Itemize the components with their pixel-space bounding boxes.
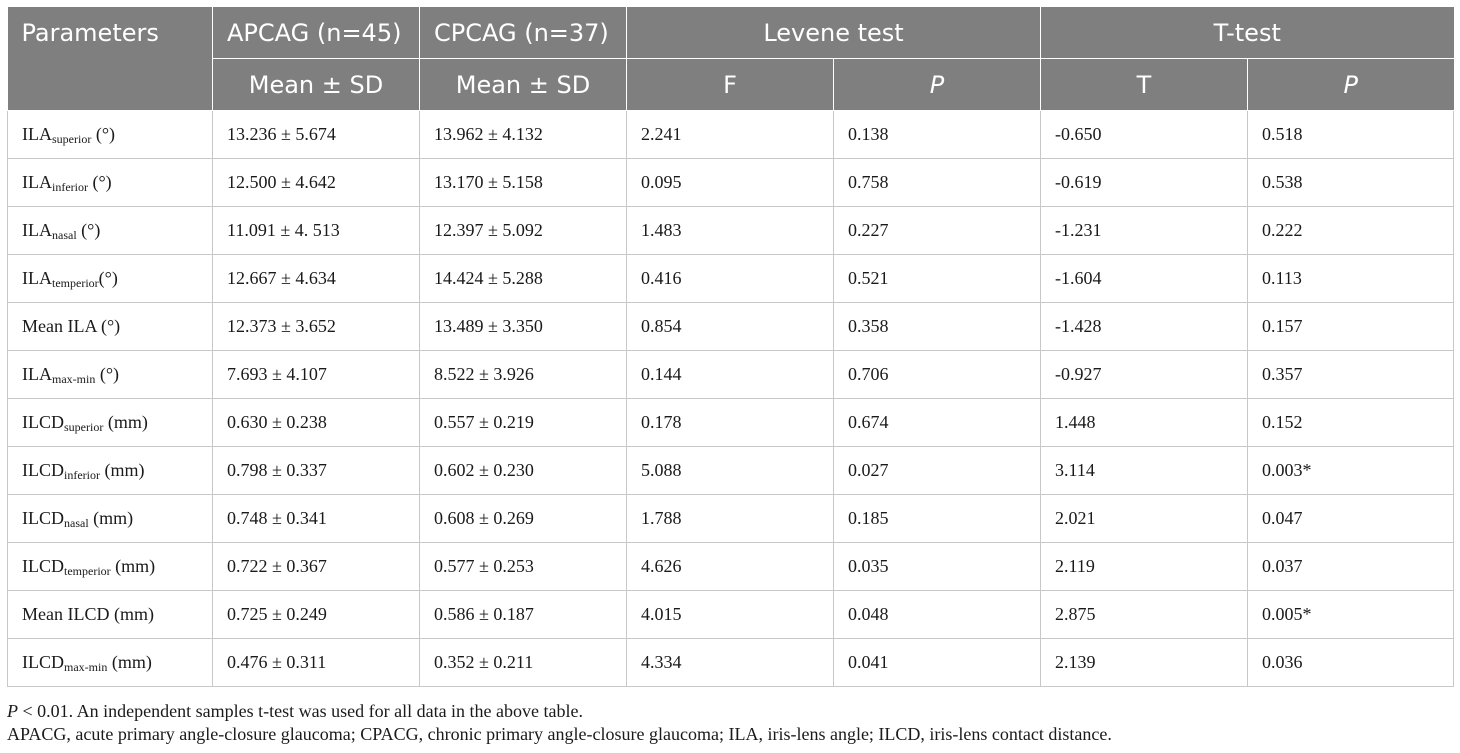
cell-levene-p: 0.758: [834, 159, 1041, 207]
cell-ttest-t: -0.619: [1041, 159, 1248, 207]
parameter-subscript: inferior: [64, 468, 100, 482]
cell-levene-f: 0.144: [627, 351, 834, 399]
cell-cpcag: 13.170 ± 5.158: [420, 159, 627, 207]
parameter-base: ILCD: [22, 412, 64, 432]
parameter-base: ILA: [22, 220, 52, 240]
cell-cpcag: 0.602 ± 0.230: [420, 447, 627, 495]
table-row: [8, 159, 1454, 207]
cell-levene-f: 4.334: [627, 639, 834, 687]
header-apcag: APCAG (n=45): [213, 7, 420, 59]
parameter-subscript: inferior: [52, 180, 88, 194]
parameter-unit: (°): [87, 172, 112, 192]
cell-apcag: 12.500 ± 4.642: [213, 159, 420, 207]
cell-cpcag: 0.586 ± 0.187: [420, 591, 627, 639]
cell-parameter: [8, 639, 213, 687]
table-row: [8, 207, 1454, 255]
parameter-subscript: max-min: [64, 660, 108, 674]
cell-levene-p: 0.358: [834, 303, 1041, 351]
cell-cpcag: 13.489 ± 3.350: [420, 303, 627, 351]
parameter-unit: (mm): [99, 460, 145, 480]
cell-ttest-t: -1.231: [1041, 207, 1248, 255]
cell-levene-f: 1.788: [627, 495, 834, 543]
header-f: F: [627, 59, 834, 111]
parameter-subscript: temperior: [52, 276, 99, 290]
cell-levene-p: 0.185: [834, 495, 1041, 543]
parameter-base: ILCD: [22, 508, 64, 528]
cell-levene-p: 0.706: [834, 351, 1041, 399]
parameter-subscript: nasal: [52, 228, 77, 242]
parameter-base: ILA: [22, 124, 52, 144]
parameter-unit: (°): [91, 124, 116, 144]
cell-cpcag: 13.962 ± 4.132: [420, 111, 627, 159]
parameter-subscript: nasal: [64, 516, 89, 530]
cell-parameter: [8, 303, 213, 351]
cell-parameter: [8, 351, 213, 399]
cell-apcag: 7.693 ± 4.107: [213, 351, 420, 399]
cell-cpcag: 0.608 ± 0.269: [420, 495, 627, 543]
cell-apcag: 0.722 ± 0.367: [213, 543, 420, 591]
cell-cpcag: 0.352 ± 0.211: [420, 639, 627, 687]
cell-ttest-t: 1.448: [1041, 399, 1248, 447]
parameter-base: ILCD: [22, 652, 64, 672]
cell-ttest-p: 0.113: [1248, 255, 1454, 303]
cell-cpcag: 12.397 ± 5.092: [420, 207, 627, 255]
cell-ttest-t: -0.650: [1041, 111, 1248, 159]
cell-ttest-p: 0.357: [1248, 351, 1454, 399]
table-row: [8, 255, 1454, 303]
cell-levene-f: 0.095: [627, 159, 834, 207]
parameter-unit: (mm): [88, 508, 134, 528]
cell-apcag: 11.091 ± 4. 513: [213, 207, 420, 255]
header-ttest: T-test: [1041, 7, 1454, 59]
parameter-base: ILA: [22, 364, 52, 384]
cell-apcag: 12.373 ± 3.652: [213, 303, 420, 351]
cell-parameter: [8, 111, 213, 159]
parameter-base: Mean ILA (°): [22, 316, 121, 336]
cell-ttest-t: 2.139: [1041, 639, 1248, 687]
footnote-abbreviations: APACG, acute primary angle-closure glaucoma; CPACG, chronic primary angle-closure glaucoma; ILA, iris-lens angle; ILCD, iris-lens contact distance.: [7, 724, 1112, 744]
cell-levene-f: 2.241: [627, 111, 834, 159]
cell-ttest-p: 0.538: [1248, 159, 1454, 207]
parameter-subscript: temperior: [64, 564, 111, 578]
cell-levene-p: 0.048: [834, 591, 1041, 639]
cell-ttest-p: 0.518: [1248, 111, 1454, 159]
cell-ttest-t: 2.119: [1041, 543, 1248, 591]
cell-parameter: [8, 447, 213, 495]
footnote-significance: [7, 701, 583, 722]
header-p-ttest: P: [1248, 59, 1454, 111]
cell-apcag: 0.798 ± 0.337: [213, 447, 420, 495]
header-p-levene: P: [834, 59, 1041, 111]
header-cpcag: CPCAG (n=37): [420, 7, 627, 59]
table-body: [8, 111, 1454, 687]
parameter-base: ILA: [22, 172, 52, 192]
table-row: [8, 543, 1454, 591]
cell-levene-p: 0.674: [834, 399, 1041, 447]
cell-levene-p: 0.027: [834, 447, 1041, 495]
header-mean-sd-apcag: Mean ± SD: [213, 59, 420, 111]
cell-parameter: [8, 399, 213, 447]
cell-cpcag: 0.577 ± 0.253: [420, 543, 627, 591]
cell-apcag: 0.476 ± 0.311: [213, 639, 420, 687]
cell-levene-f: 0.178: [627, 399, 834, 447]
cell-levene-p: 0.227: [834, 207, 1041, 255]
cell-levene-p: 0.041: [834, 639, 1041, 687]
cell-ttest-p: 0.037: [1248, 543, 1454, 591]
cell-levene-f: 0.854: [627, 303, 834, 351]
header-mean-sd-cpcag: Mean ± SD: [420, 59, 627, 111]
parameter-base: Mean ILCD (mm): [22, 604, 154, 624]
cell-ttest-p: 0.005*: [1248, 591, 1454, 639]
cell-ttest-t: -1.604: [1041, 255, 1248, 303]
cell-apcag: 0.748 ± 0.341: [213, 495, 420, 543]
cell-ttest-p: 0.222: [1248, 207, 1454, 255]
parameter-subscript: superior: [64, 420, 104, 434]
header-levene: Levene test: [627, 7, 1041, 59]
table-row: [8, 591, 1454, 639]
results-table-container: [7, 7, 1453, 687]
cell-apcag: 0.630 ± 0.238: [213, 399, 420, 447]
table-row: [8, 351, 1454, 399]
table-row: [8, 303, 1454, 351]
parameter-unit: (°): [76, 220, 101, 240]
cell-ttest-p: 0.152: [1248, 399, 1454, 447]
cell-cpcag: 0.557 ± 0.219: [420, 399, 627, 447]
table-row: [8, 495, 1454, 543]
cell-levene-f: 5.088: [627, 447, 834, 495]
cell-parameter: [8, 495, 213, 543]
cell-ttest-t: -0.927: [1041, 351, 1248, 399]
cell-ttest-p: 0.003*: [1248, 447, 1454, 495]
cell-ttest-p: 0.157: [1248, 303, 1454, 351]
table-row: [8, 639, 1454, 687]
cell-parameter: [8, 543, 213, 591]
parameter-unit: (°): [95, 364, 120, 384]
cell-parameter: [8, 207, 213, 255]
footnote-significance-text: < 0.01. An independent samples t-test was used for all data in the above table.: [18, 701, 584, 721]
cell-cpcag: 8.522 ± 3.926: [420, 351, 627, 399]
table-row: [8, 111, 1454, 159]
cell-levene-f: 1.483: [627, 207, 834, 255]
table-row: [8, 399, 1454, 447]
cell-apcag: 0.725 ± 0.249: [213, 591, 420, 639]
parameter-subscript: max-min: [52, 372, 96, 386]
parameter-base: ILA: [22, 268, 52, 288]
cell-ttest-t: -1.428: [1041, 303, 1248, 351]
cell-parameter: [8, 255, 213, 303]
cell-ttest-t: 2.875: [1041, 591, 1248, 639]
cell-levene-p: 0.035: [834, 543, 1041, 591]
parameter-subscript: superior: [52, 132, 92, 146]
cell-levene-f: 0.416: [627, 255, 834, 303]
cell-parameter: [8, 591, 213, 639]
table-row: [8, 447, 1454, 495]
parameter-unit: (mm): [103, 412, 148, 432]
table-header: [8, 7, 1454, 111]
cell-apcag: 12.667 ± 4.634: [213, 255, 420, 303]
parameter-unit: (mm): [107, 652, 152, 672]
results-table: [7, 7, 1454, 687]
header-parameters: Parameters: [8, 7, 213, 111]
cell-ttest-p: 0.047: [1248, 495, 1454, 543]
footnote-p-symbol: P: [7, 701, 18, 721]
cell-levene-f: 4.015: [627, 591, 834, 639]
cell-levene-p: 0.521: [834, 255, 1041, 303]
parameter-unit: (mm): [110, 556, 156, 576]
cell-apcag: 13.236 ± 5.674: [213, 111, 420, 159]
parameter-unit: (°): [98, 268, 118, 288]
parameter-base: ILCD: [22, 556, 64, 576]
cell-levene-f: 4.626: [627, 543, 834, 591]
cell-cpcag: 14.424 ± 5.288: [420, 255, 627, 303]
cell-ttest-t: 3.114: [1041, 447, 1248, 495]
cell-ttest-p: 0.036: [1248, 639, 1454, 687]
cell-levene-p: 0.138: [834, 111, 1041, 159]
cell-ttest-t: 2.021: [1041, 495, 1248, 543]
header-t: T: [1041, 59, 1248, 111]
cell-parameter: [8, 159, 213, 207]
parameter-base: ILCD: [22, 460, 64, 480]
